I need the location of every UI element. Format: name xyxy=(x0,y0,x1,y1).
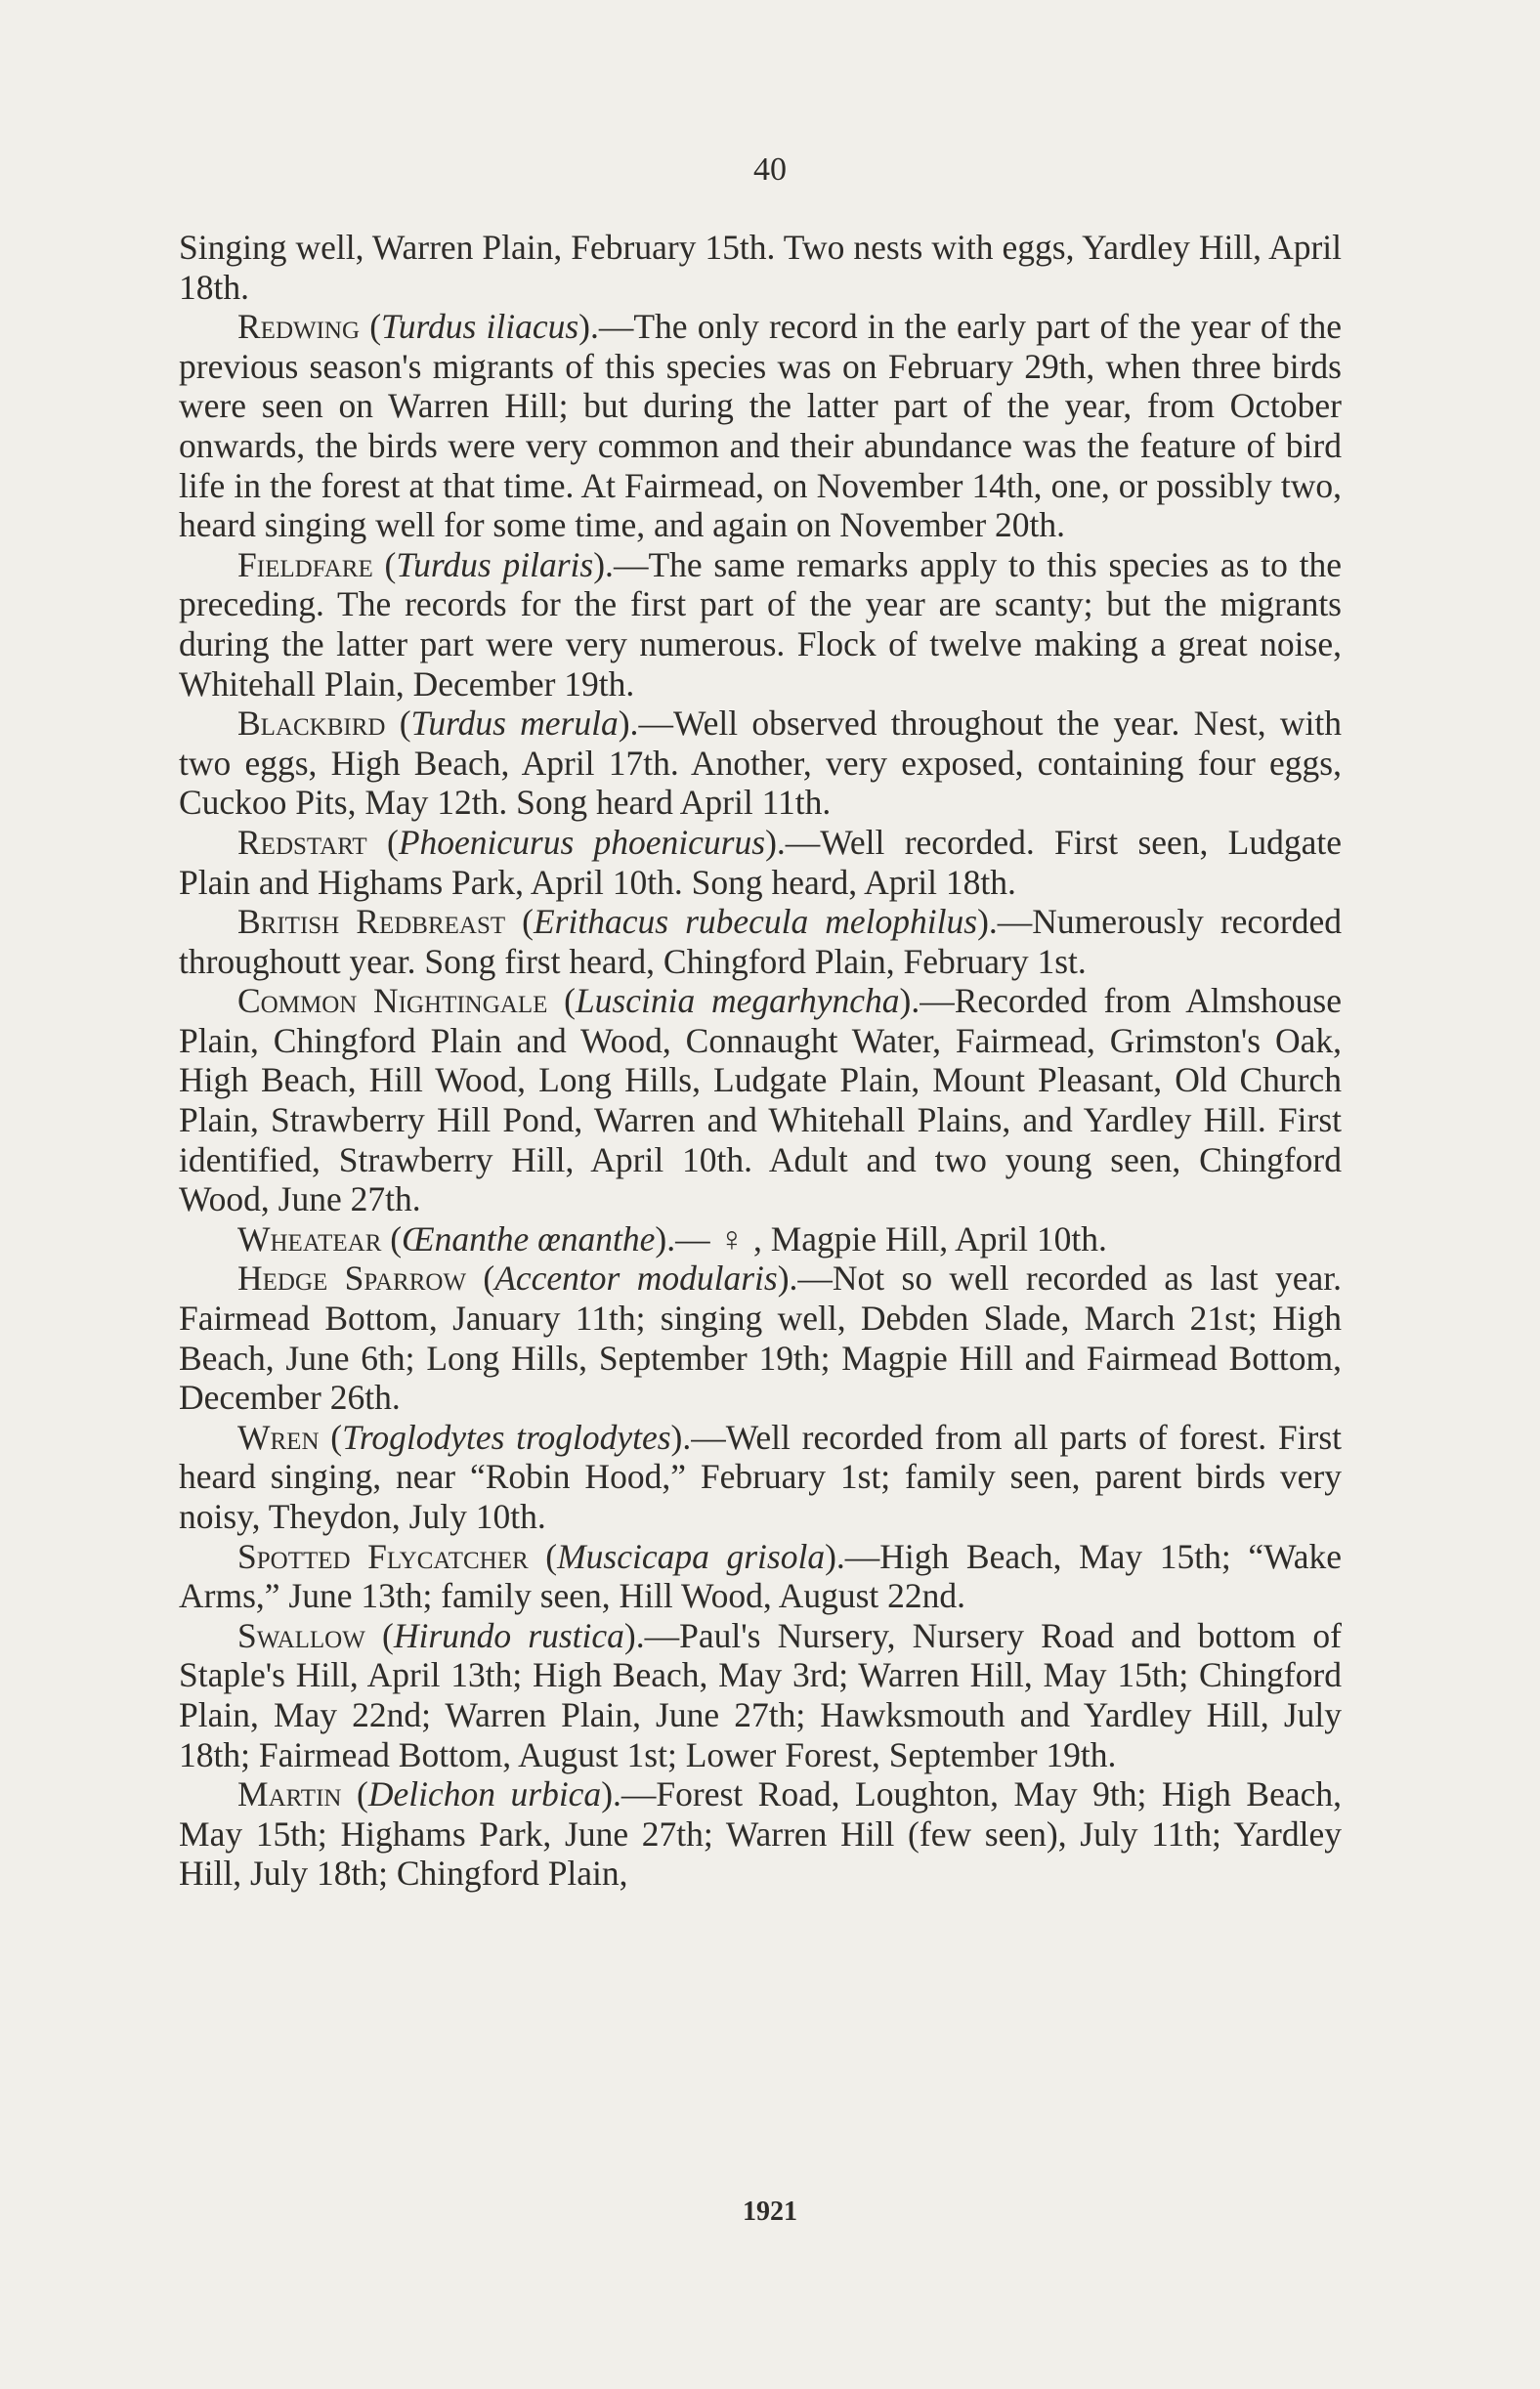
entry-text: — ♀ , Magpie Hill, April 10th. xyxy=(675,1218,1107,1258)
species-name: Wren xyxy=(237,1417,320,1457)
species-name: Common Nightingale xyxy=(237,981,548,1021)
entry-text: —Not so well recorded as last year. Fairmead Bottom, January 11th; singing well, Debden Slade, March 21st; High Beach, June 6th; Long Hills, September 19th; Magpie Hill and Fairmead Bottom, December 26th. xyxy=(179,1258,1342,1418)
species-name: Fieldfare xyxy=(237,544,373,584)
entry-text: —The same remarks apply to this species as to the preceding. The records for the first part of the year are scanty; but the migrants during the latter part were very numerous. Flock of twelve making a great noise, Whitehall Plain, December 19th. xyxy=(179,544,1342,704)
latin-name: Turdus pilaris xyxy=(396,544,594,584)
latin-name: Accentor modularis xyxy=(494,1258,778,1299)
entry-text: —Well observed throughout the year. Nest, with two eggs, High Beach, April 17th. Another, very exposed, containing four eggs, Cuckoo Pits, May 12th. Song heard April 11th. xyxy=(179,704,1342,823)
latin-name: Muscicapa grisola xyxy=(557,1536,826,1576)
body-text xyxy=(179,228,1342,1894)
species-name: Spotted Flycatcher xyxy=(237,1536,529,1576)
open-paren: ( xyxy=(547,981,576,1021)
latin-name: Troglodytes troglodytes xyxy=(342,1417,671,1457)
entry-text: —Paul's Nursery, Nursery Road and bottom of Staple's Hill, April 13th; High Beach, May 3rd; Warren Hill, May 15th; Chingford Plain, May 22nd; Warren Plain, June 27th; Hawksmouth and Yardley Hill, July 18th; Fairmead Bottom, August 1st; Lower Forest, September 19th. xyxy=(179,1615,1342,1774)
close-paren: ). xyxy=(825,1536,845,1576)
species-entries xyxy=(179,307,1342,1894)
species-entry xyxy=(179,1616,1342,1774)
entry-text: —Forest Road, Loughton, May 9th; High Beach, May 15th; Highams Park, June 27th; Warren Hill (few seen), July 11th; Yardley Hill, July 18th; Chingford Plain, xyxy=(179,1774,1343,1894)
species-name: Martin xyxy=(237,1774,342,1814)
species-name: British Redbreast xyxy=(237,902,506,942)
close-paren: ). xyxy=(977,902,998,942)
species-name: Wheatear xyxy=(237,1218,382,1258)
close-paren: ). xyxy=(765,822,786,862)
species-entry xyxy=(179,704,1342,823)
open-paren: ( xyxy=(360,307,382,347)
open-paren: ( xyxy=(505,902,534,942)
close-paren: ). xyxy=(601,1774,621,1814)
entry-text: —High Beach, May 15th; “Wake Arms,” June 13th; family seen, Hill Wood, August 22nd. xyxy=(179,1536,1343,1616)
open-paren: ( xyxy=(364,1615,394,1655)
latin-name: Turdus merula xyxy=(410,704,619,744)
close-paren: ). xyxy=(593,544,614,584)
entry-text: —The only record in the early part of the year of the previous season's migrants of this species was on February 29th, when three birds were seen on Warren Hill; but during the latter part of the year, from October onwards, the birds were very common and their abundance was the feature of bird life in the forest at that time. At Fairmead, on November 14th, one, or possibly two, heard singing well for some time, and again on November 20th. xyxy=(179,307,1342,545)
species-entry xyxy=(179,307,1342,545)
species-entry xyxy=(179,902,1342,981)
open-paren: ( xyxy=(466,1258,495,1299)
latin-name: Delichon urbica xyxy=(367,1774,602,1814)
latin-name: Œnanthe œnanthe xyxy=(402,1218,656,1258)
latin-name: Luscinia megarhyncha xyxy=(575,981,900,1021)
entry-text: —Well recorded. First seen, Ludgate Plain and Highams Park, April 10th. Song heard, April 18th. xyxy=(179,822,1342,902)
species-name: Blackbird xyxy=(237,704,386,744)
close-paren: ). xyxy=(777,1258,798,1299)
species-name: Swallow xyxy=(237,1615,365,1655)
species-entry xyxy=(179,1258,1342,1417)
close-paren: ). xyxy=(899,981,920,1021)
species-entry xyxy=(179,823,1342,902)
open-paren: ( xyxy=(528,1536,558,1576)
close-paren: ). xyxy=(618,704,639,744)
species-entry xyxy=(179,1219,1342,1259)
close-paren: ). xyxy=(623,1615,645,1655)
species-name: Redwing xyxy=(237,307,361,347)
page-number: 40 xyxy=(753,151,787,188)
open-paren: ( xyxy=(381,1218,403,1258)
close-paren: ). xyxy=(670,1417,692,1457)
open-paren: ( xyxy=(372,544,397,584)
species-entry xyxy=(179,1418,1342,1537)
species-name: Redstart xyxy=(237,822,367,862)
species-entry xyxy=(179,1774,1342,1894)
open-paren: ( xyxy=(341,1774,368,1814)
close-paren: ). xyxy=(655,1218,676,1258)
species-entry xyxy=(179,1537,1342,1616)
species-entry xyxy=(179,981,1342,1219)
entry-text: —Well recorded from all parts of forest. First heard singing, near “Robin Hood,” February 1st; family seen, parent birds very noisy, Theydon, July 10th. xyxy=(179,1417,1342,1536)
latin-name: Erithacus rubecula melophilus xyxy=(533,902,978,942)
latin-name: Turdus iliacus xyxy=(381,307,579,347)
open-paren: ( xyxy=(319,1417,343,1457)
open-paren: ( xyxy=(385,704,411,744)
latin-name: Hirundo rustica xyxy=(393,1615,624,1655)
continuation-paragraph: Singing well, Warren Plain, February 15th. Two nests with eggs, Yardley Hill, April 18th. xyxy=(179,228,1342,307)
latin-name: Phoenicurus phoenicurus xyxy=(398,822,766,862)
close-paren: ). xyxy=(578,307,599,347)
species-name: Hedge Sparrow xyxy=(237,1258,467,1299)
open-paren: ( xyxy=(366,822,399,862)
entry-text: —Numerously recorded throughoutt year. Song first heard, Chingford Plain, February 1st. xyxy=(179,902,1342,981)
footer-year: 1921 xyxy=(743,2197,797,2227)
species-entry xyxy=(179,545,1342,704)
entry-text: —Recorded from Almshouse Plain, Chingford Plain and Wood, Connaught Water, Fairmead, Grimston's Oak, High Beach, Hill Wood, Long Hills, Ludgate Plain, Mount Pleasant, Old Church Plain, Strawberry Hill Pond, Warren and Whitehall Plains, and Yardley Hill. First identified, Strawberry Hill, April 10th. Adult and two young seen, Chingford Wood, June 27th. xyxy=(179,981,1342,1219)
